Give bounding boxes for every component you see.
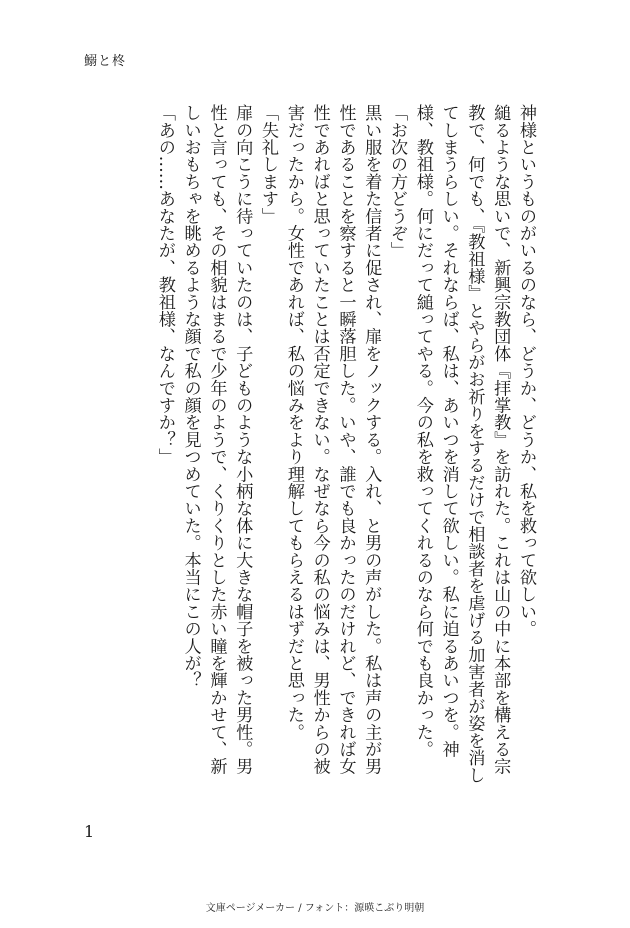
- paragraph: 「あの……あなたが、教祖様、なんですか？」: [154, 104, 175, 466]
- paragraph: 神様というものがいるのなら、どうか、どうか、私を救って欲しい。: [516, 104, 536, 638]
- paragraph: 「お次の方どうぞ」: [387, 104, 408, 259]
- footer-credit: 文庫ページメーカー / フォント：源暎こぶり明朝: [205, 903, 425, 914]
- paragraph: 黒い服を着た信者に促され、扉をノックする。入れ、と男の声がした。私は声の主が男性であることを察すると一瞬落胆した。いや、誰でも良かったのだけれど、できれば女性であればと思っていたことは否定できない。なぜなら今の私の悩みは、男性からの被害だったから。女性であれば、私の悩みをより理解してもらえるはずだと思った。: [283, 104, 382, 775]
- book-title: 鰯と柊: [84, 54, 127, 69]
- paragraph: 「失礼します」: [258, 104, 279, 225]
- page-number: 1: [84, 822, 95, 841]
- paragraph: 縋るような思いで、新興宗教団体『拝掌教』を訪れた。これは山の中に本部を構える宗教で、何でも、『教祖様』とやらがお祈りをするだけで相談者を虐げる加害者が姿を消してしまうらしい。それならば、私は、あいつを消して欲しい。私に迫るあいつを。神様、教祖様。何にだって縋ってやる。今の私を救ってくれるのなら何でも良かった。: [412, 104, 511, 784]
- paragraph: 扉の向こうに待っていたのは、子どものような小柄な体に大きな帽子を被った男性。男性と言っても、その相貌はまるで少年のようで、くりくりとした赤い瞳を輝かせて、新しいおもちゃを眺めるような顔で私の顔を見つめていた。本当にこの人が？: [180, 104, 253, 775]
- novel-body-text: [78, 104, 538, 784]
